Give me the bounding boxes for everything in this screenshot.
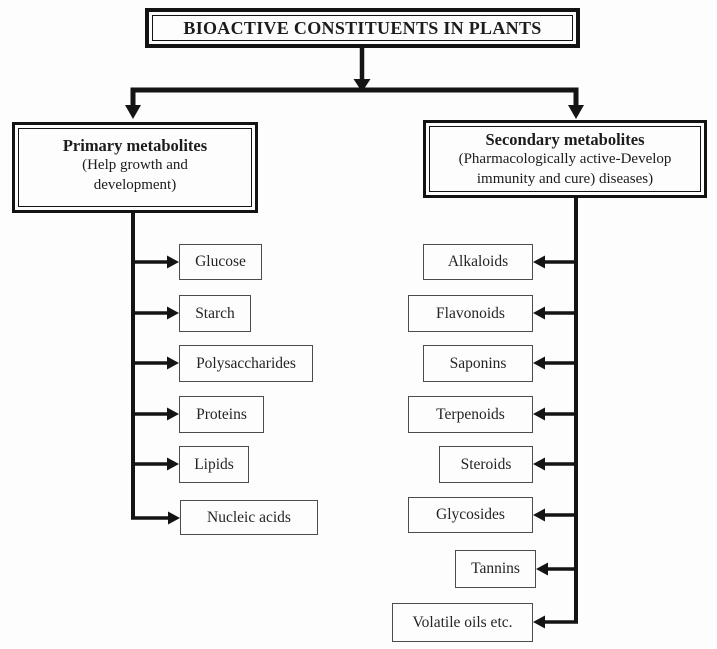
item-box-tannins: Tannins (455, 550, 536, 588)
item-box-polysaccharides: Polysaccharides (179, 345, 313, 382)
arrow-to-terpenoids (533, 408, 578, 421)
arrow-to-lipids (131, 458, 179, 471)
arrow-title-to-split (354, 48, 371, 92)
item-box-terpenoids: Terpenoids (408, 396, 533, 433)
item-box-glycosides: Glycosides (408, 497, 533, 533)
item-box-starch: Starch (179, 295, 251, 332)
arrow-to-starch (131, 307, 179, 320)
arrow-to-glycosides (533, 509, 578, 522)
item-box-flavonoids: Flavonoids (408, 295, 533, 332)
primary-heading: Primary metabolites (62, 136, 208, 155)
item-box-volatile-oils: Volatile oils etc. (392, 603, 533, 642)
secondary-metabolites-box (423, 120, 707, 198)
diagram-title: BIOACTIVE CONSTITUENTS IN PLANTS (183, 17, 542, 38)
arrow-to-flavonoids (533, 307, 578, 320)
item-box-saponins: Saponins (423, 345, 533, 382)
arrow-to-polysaccharides (131, 357, 179, 370)
arrow-to-volatile-oils (533, 616, 578, 629)
primary-subheading-line2: development) (93, 176, 177, 193)
title-box (145, 8, 580, 48)
arrow-to-alkaloids (533, 256, 578, 269)
arrow-to-glucose (131, 256, 179, 269)
item-box-proteins: Proteins (179, 396, 264, 433)
secondary-subheading-line1: (Pharmacologically active-Develop (458, 151, 672, 167)
item-box-glucose: Glucose (179, 244, 262, 280)
arrow-to-saponins (533, 357, 578, 370)
secondary-subheading-line2: immunity and cure) diseases) (476, 170, 654, 187)
arrow-to-tannins (536, 563, 578, 576)
item-box-nucleic-acids: Nucleic acids (180, 500, 318, 535)
item-box-lipids: Lipids (179, 446, 249, 483)
arrow-to-nucleic-acids (131, 512, 180, 525)
secondary-heading: Secondary metabolites (485, 130, 645, 149)
item-box-alkaloids: Alkaloids (423, 244, 533, 280)
arrow-to-proteins (131, 408, 179, 421)
primary-metabolites-box (12, 122, 258, 213)
item-box-steroids: Steroids (439, 446, 533, 483)
arrow-to-steroids (533, 458, 578, 471)
primary-subheading-line1: (Help growth and (82, 157, 188, 173)
split-bar (125, 90, 584, 119)
